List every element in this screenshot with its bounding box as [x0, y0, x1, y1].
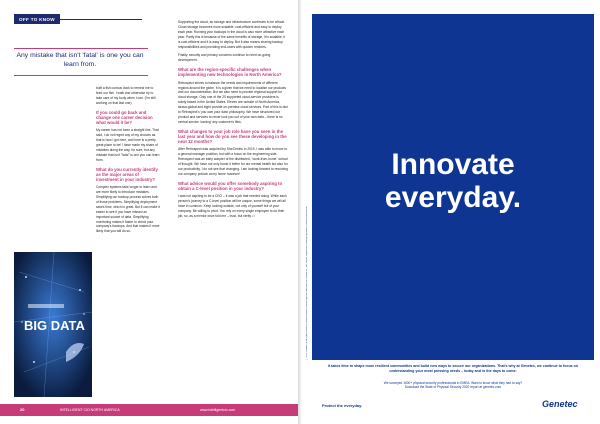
legal-credit: © 2021 Genetec Inc. All rights reserved. Genetec and the Genetec logo are trademarks of Genetec Inc., and may be registered or pending registration in several jurisdictions.: [306, 206, 308, 360]
big-data-photo: [14, 252, 92, 397]
question-heading: What advice would you offer somebody aspiring to obtain a C-level position in your industry?: [178, 180, 283, 192]
question-heading: What do you currently identify as the major areas of investment in your industry?: [96, 166, 158, 182]
genetec-logo: Genetec: [542, 399, 578, 409]
page-number: 20: [20, 407, 25, 412]
answer-paragraph: Complex systems take longer to learn and are more likely to introduce mistakes. Simplifying our backup process solves both of those problems. Simplifying deployment saves time, which is great. But it can make it easier to see if you have missed an important source of data. Simplifying monitoring makes it faster to check your company's backups. And that makes it more likely that you will do so.: [96, 185, 160, 234]
section-tag: OFF TO KNOW: [14, 14, 60, 24]
answer-paragraph: After Retrospect was acquired by StorCentric in 2019, I was able to move to a general manager position, but with a focus on the engineering side. Retrospect was an early adopter of the distributed, "work-from-home" school of thought. We have not only found it better for our mental health but also for our productivity. I do not see that changing. I am looking forward to resuming our company potluck at my home however!: [178, 147, 288, 176]
magazine-url: www.intelligentcio.com: [200, 408, 236, 412]
question-heading: What changes to your job role have you seen in the last year and how do you see these developing in the next 12 months?: [178, 128, 287, 145]
ad-download-line: Download the State of Physical Security 2020 report at genetec.com: [404, 385, 502, 390]
column-1: [96, 86, 160, 238]
question-heading: What are the region-specific challenges when implementing new technologies in North America?: [178, 67, 282, 78]
intro-paragraph: built a fish curious dock to remind me to feed our fish. I walk and otherwise try to take care of my body when I can. (I'm still working on that last one).: [96, 86, 156, 105]
question-heading: If you could go back and change one career decision what would it be?: [96, 109, 153, 126]
left-page: [0, 0, 298, 424]
section-tag-rule: [60, 19, 142, 20]
page-footer-bar: [0, 404, 298, 416]
ad-headline: [312, 148, 594, 214]
answer-paragraph: I was not aspiring to be a CEO – it was a job that needed doing. While each person's journey to a C-level position will be unique, some things we will all have in common. Keep looking outside, not only of yourself but of your company. Be willing to pivot. You rely on every single employee to do their job, so, as a mentor once told me – trust, but verify. □: [178, 194, 287, 218]
ad-body-text: It takes time to shape more resilient communities and build new ways to secure our organizations. That's why at Genetec, we continue to focus on understanding your most pressing needs – today and in the days to come.: [327, 364, 579, 373]
ad-sub-text: [318, 381, 588, 390]
ad-survey-line: We surveyed 1600+ physical security professionals in EMEA. Want to know what they had to say?: [383, 381, 523, 385]
ad-tagline: Protect the everyday.: [322, 403, 363, 408]
answer-paragraph: My career has not been a straight line. That said, I do not regret any of my choices as that is how I got here, and here is a pretty great place to be! I have made my share of mistakes along the way, for sure, but any mistake that isn't "fatal" is one you can learn from.: [96, 128, 160, 162]
answer-paragraph: Supporting the cloud, as storage and infrastructure continues to be critical. Cloud storage becomes more scalable, cost-efficient and easy to deploy each year. Running your backups in the cloud is also more attractive each year. Partly this is because of the same benefits of storage, it is scalable, it is cost-efficient and it is easy to deploy. But it also means sharing backup responsibilities and providing end-users with quicker restores.: [178, 20, 286, 49]
magazine-name: INTELLIGENT CIO NORTH AMERICA: [60, 408, 120, 412]
pull-quote-rule-top: [14, 48, 148, 49]
big-data-illustration: [14, 252, 92, 397]
ad-headline-line-2: everyday.: [384, 181, 522, 214]
answer-paragraph: Finally, security and privacy concerns continue to need on-going development.: [178, 53, 271, 63]
answer-paragraph: Retrospect strives to balance the needs and requirements of different regions around the globe. It is a given that we need to localise our products and our documentation. But we also need to provide regional support for cloud storage. Only one of the 20 supported cloud-service providers is solely based in the United States. Eleven are outside of North America, strava-global and eight provide on-premise cloud services. Part of this is due to Retrospect's 'you own your data' philosophy. We have structured our product and services to never lock you out of your own data – there is no central service 'owning' any customer's files.: [178, 80, 289, 124]
column-2: [178, 20, 288, 223]
pull-quote: Any mistake that isn't 'fatal' is one you can learn from.: [16, 52, 144, 68]
photo-text: BIG DATA: [24, 318, 85, 333]
ad-headline-line-1: Innovate: [391, 148, 515, 181]
pull-quote-rule-bottom: [14, 75, 148, 76]
